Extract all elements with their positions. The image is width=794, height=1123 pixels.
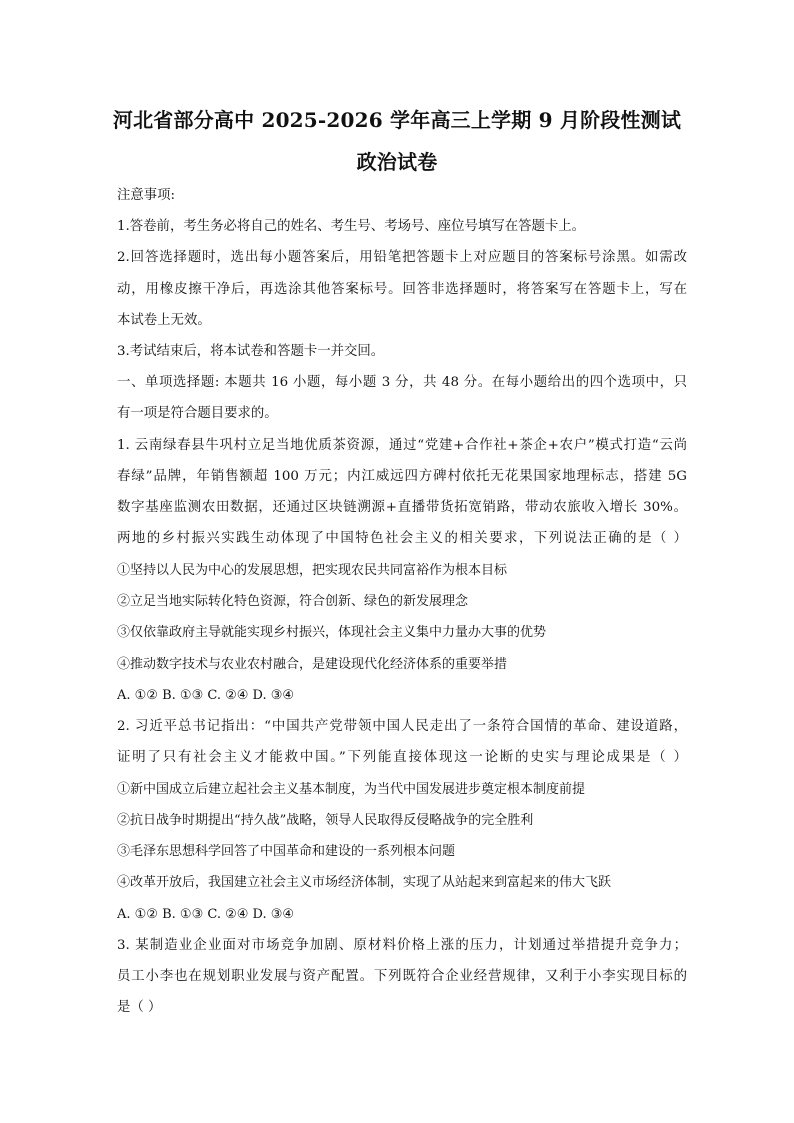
notes-item-1: 1.答卷前，考生务必将自己的姓名、考生号、考场号、座位号填写在答题卡上。 bbox=[117, 219, 586, 234]
notes-item-2-line-1: 2.回答选择题时，选出每小题答案后，用铅笔把答题卡上对应题目的答案标号涂黑。如需改 bbox=[117, 250, 687, 265]
question-3-stem-line-1: 3. 某制造业企业面对市场竞争加剧、原材料价格上涨的压力，计划通过举措提升竞争力； bbox=[117, 938, 687, 953]
question-1-stem-line-4: 两地的乡村振兴实践生动体现了中国特色社会主义的相关要求，下列说法正确的是（ ） bbox=[117, 531, 687, 546]
question-1-answers: A. ①② B. ①③ C. ②④ D. ③④ bbox=[117, 688, 295, 703]
page-title: 河北省部分高中 2025-2026 学年高三上学期 9 月阶段性测试 bbox=[112, 108, 682, 132]
question-2-answers: A. ①② B. ①③ C. ②④ D. ③④ bbox=[117, 907, 295, 922]
question-1-stem-line-3: 数字基座监测农田数据，还通过区块链溯源+直播带货拓宽销路，带动农旅收入增长 30%。 bbox=[117, 500, 687, 515]
question-1-stem-line-1: 1. 云南绿春县牛巩村立足当地优质茶资源，通过“党建+合作社+茶企+农户”模式打造“云尚 bbox=[117, 438, 687, 453]
page-subtitle: 政治试卷 bbox=[356, 150, 438, 174]
question-2-option-3: ③毛泽东思想科学回答了中国革命和建设的一系列根本问题 bbox=[117, 844, 456, 859]
notes-item-2-line-3: 本试卷上无效。 bbox=[117, 313, 211, 328]
question-2-option-4: ④改革开放后，我国建立社会主义市场经济体制，实现了从站起来到富起来的伟大飞跃 bbox=[117, 875, 612, 890]
question-3-stem-line-3: 是（ ） bbox=[117, 1000, 162, 1015]
question-2-option-1: ①新中国成立后建立起社会主义基本制度，为当代中国发展进步奠定根本制度前提 bbox=[117, 782, 586, 797]
question-2-stem-line-2: 证明了只有社会主义才能救中国。”下列能直接体现这一论断的史实与理论成果是（ ） bbox=[117, 750, 687, 765]
question-1-option-3: ③仅依靠政府主导就能实现乡村振兴，体现社会主义集中力量办大事的优势 bbox=[117, 625, 547, 640]
question-1-option-1: ①坚持以人民为中心的发展思想，把实现农民共同富裕作为根本目标 bbox=[117, 563, 508, 578]
question-1-option-4: ④推动数字技术与农业农村融合，是建设现代化经济体系的重要举措 bbox=[117, 657, 508, 672]
notes-item-2-line-2: 动，用橡皮擦干净后，再选涂其他答案标号。回答非选择题时，将答案写在答题卡上，写在 bbox=[117, 282, 687, 297]
section-1-heading-line-2: 有一项是符合题目要求的。 bbox=[117, 406, 278, 421]
question-1-option-2: ②立足当地实际转化特色资源，符合创新、绿色的新发展理念 bbox=[117, 594, 469, 609]
question-1-stem-line-2: 春绿”品牌，年销售额超 100 万元；内江威远四方碑村依托无花果国家地理标志，搭建 5G bbox=[117, 469, 687, 484]
question-2-stem-line-1: 2. 习近平总书记指出：“中国共产党带领中国人民走出了一条符合国情的革命、建设道路， bbox=[117, 719, 687, 734]
notes-heading: 注意事项: bbox=[117, 188, 176, 203]
notes-item-3: 3.考试结束后，将本试卷和答题卡一并交回。 bbox=[117, 344, 385, 359]
question-2-option-2: ②抗日战争时期提出“持久战”战略，领导人民取得反侵略战争的完全胜利 bbox=[117, 813, 534, 828]
section-1-heading-line-1: 一、单项选择题: 本题共 16 小题，每小题 3 分，共 48 分。在每小题给出的四个选项中，只 bbox=[117, 375, 687, 390]
question-3-stem-line-2: 员工小李也在规划职业发展与资产配置。下列既符合企业经营规律，又利于小李实现目标的 bbox=[117, 969, 687, 984]
